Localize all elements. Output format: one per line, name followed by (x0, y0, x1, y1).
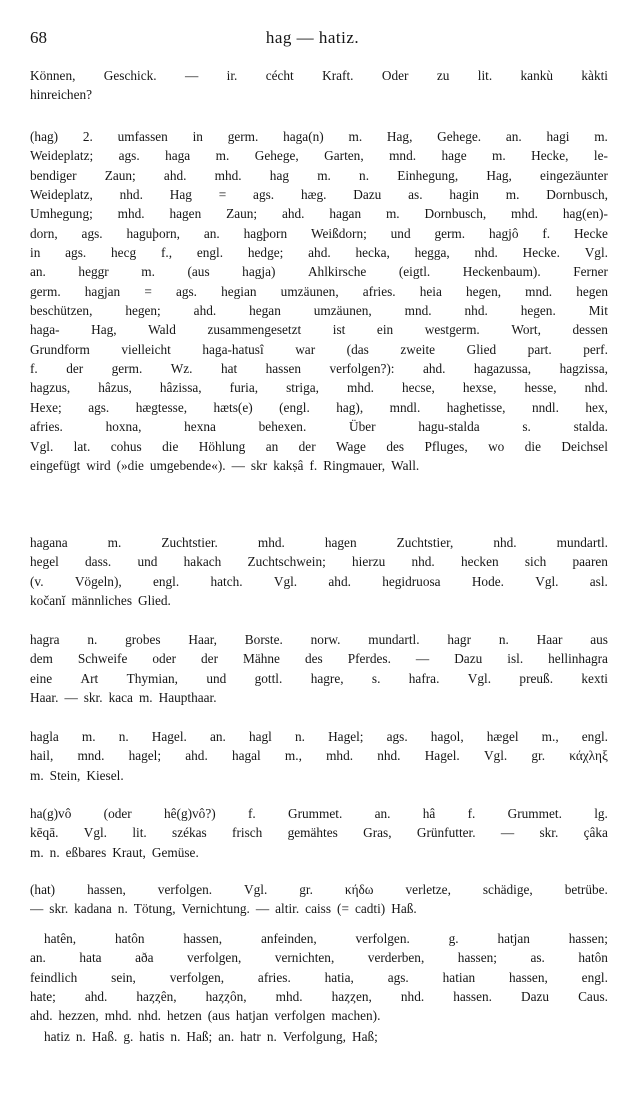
entry-line: hagra n. grobes Haar, Borste. norw. mundartl. hagr n. Haar aus (30, 632, 608, 647)
entry-line: hagla m. n. Hagel. an. hagl n. Hagel; ags. hagol, hægel m., engl. (30, 729, 608, 744)
entry-haten (30, 929, 608, 1026)
page-number: 68 (30, 28, 47, 47)
entry-line: hate; ahd. haȥȥên, haȥȥôn, mhd. haȥȥen, nhd. hassen. Dazu Caus. (30, 989, 608, 1005)
entry-line: (hag) 2. umfassen in germ. haga(n) m. Hag, Gehege. an. hagi m. (30, 129, 608, 144)
entry-line: (hat) hassen, verfolgen. Vgl. gr. κήδω verletze, schädige, betrübe. (30, 882, 608, 897)
entry-hagla (30, 727, 608, 785)
entry-line: Haar. — skr. kaca m. Haupthaar. (30, 690, 217, 706)
entry-line: hail, mnd. hagel; ahd. hagal m., mhd. nhd. Hagel. Vgl. gr. κάχληξ (30, 748, 608, 764)
entry-line: afries. hoxna, hexna behexen. Über hagu-stalda s. stalda. (30, 419, 608, 435)
entry-line: hinreichen? (30, 87, 93, 103)
entry-line: hegel dass. und hakach Zuchtschwein; hierzu nhd. hecken sich paaren (30, 554, 608, 570)
entry-line: kēqā. Vgl. lit. székas frisch gemähtes Gras, Grünfutter. — skr. çâka (30, 825, 608, 841)
entry-hat (30, 880, 608, 919)
entry-line: germ. hagjan = ags. hegian umzäunen, afries. heia hegen, mnd. hegen (30, 283, 608, 299)
page-header (30, 28, 595, 54)
entry-hagvo (30, 804, 608, 862)
entry-line: kočanĭ männliches Glied. (30, 593, 171, 609)
entry-line: Weideplatz, nhd. Hag = ags. hæg. Dazu as. hagin m. Dornbusch, (30, 187, 608, 203)
entry-line: Vgl. lat. cohus die Höhlung an der Wage des Pfluges, wo die Deichsel (30, 438, 608, 454)
entry-line: ha(g)vô (oder hê(g)vô?) f. Grummet. an. hâ f. Grummet. lg. (30, 806, 608, 821)
entry-line: eine Art Thymian, und gottl. hagre, s. hafra. Vgl. preuß. kexti (30, 670, 608, 686)
entry-line: ahd. hezzen, mhd. nhd. hetzen (aus hatjan verfolgen machen). (30, 1008, 381, 1024)
entry-line: dem Schweife oder der Mähne des Pferdes. — Dazu isl. hellinhagra (30, 651, 608, 667)
entry-line: hagzus, hâzus, hâzissa, furia, striga, mhd. hecse, hexse, hesse, nhd. (30, 380, 608, 396)
entry-line: bendiger Zaun; ahd. mhd. hag m. n. Einhegung, Hag, eingezäunter (30, 167, 608, 183)
entry-line: Hexe; ags. hægtesse, hæts(e) (engl. hag), mndl. haghetisse, nndl. hex, (30, 399, 608, 415)
entry-line: haga- Hag, Wald zusammengesetzt ist ein westgerm. Wort, dessen (30, 322, 608, 338)
entry-line: — skr. kadana n. Tötung, Vernichtung. — altir. caiss (= cadti) Haß. (30, 901, 417, 917)
entry-line: an. heggr m. (aus hagja) Ahlkirsche (eigtl. Heckenbaum). Ferner (30, 264, 608, 280)
entry-line: Können, Geschick. — ir. cécht Kraft. Oder zu lit. kankù kàkti (30, 68, 608, 83)
entry-line: feindlich sein, verfolgen, afries. hatia, ags. hatian hassen, engl. (30, 969, 608, 985)
entry-line: (v. Vögeln), engl. hatch. Vgl. ahd. hegidruosa Hode. Vgl. asl. (30, 573, 608, 589)
entry-line: in ags. hecg f., engl. hedge; ahd. hecka, hegga, nhd. Hecke. Vgl. (30, 245, 608, 261)
running-head: hag — hatiz. (265, 28, 360, 47)
entry-line: f. der germ. Wz. hat hassen verfolgen?): ahd. hagazussa, hagzissa, (30, 361, 608, 377)
entry-hag (30, 127, 608, 475)
entry-hagra (30, 630, 608, 707)
entry-line: hatên, hatôn hassen, anfeinden, verfolgen. g. hatjan hassen; (44, 931, 608, 946)
entry-line: m. Stein, Kiesel. (30, 767, 124, 783)
entry-line: an. hata aða verfolgen, vernichten, verderben, hassen; as. hatôn (30, 950, 608, 966)
entry-line: beschützen, hegen; ahd. hegan umzäunen, mnd. nhd. hegen. Mit (30, 303, 608, 319)
entry-line: Umhegung; mhd. hagen Zaun; ahd. hagan m. Dornbusch, mhd. hag(en)- (30, 206, 608, 222)
entry-line: Grundform vielleicht haga-hatusî war (das zweite Glied part. perf. (30, 341, 608, 357)
entry-line: dorn, ags. haguþorn, an. hagþorn Weißdorn; und germ. hagjô f. Hecke (30, 225, 608, 241)
entry-line: hagana m. Zuchtstier. mhd. hagen Zuchtstier, nhd. mundartl. (30, 535, 608, 550)
entry-hagana (30, 533, 608, 610)
entry-koennen (30, 66, 608, 105)
entry-line: Weideplatz; ags. haga m. Gehege, Garten, mnd. hage m. Hecke, le- (30, 148, 608, 164)
entry-hatiz (30, 1027, 608, 1046)
entry-line: eingefügt wird (»die umgebende«). — skr kakṣâ f. Ringmauer, Wall. (30, 457, 420, 473)
entry-line: m. n. eßbares Kraut, Gemüse. (30, 844, 199, 860)
entry-line: hatiz n. Haß. g. hatis n. Haß; an. hatr n. Verfolgung, Haß; (44, 1029, 378, 1044)
